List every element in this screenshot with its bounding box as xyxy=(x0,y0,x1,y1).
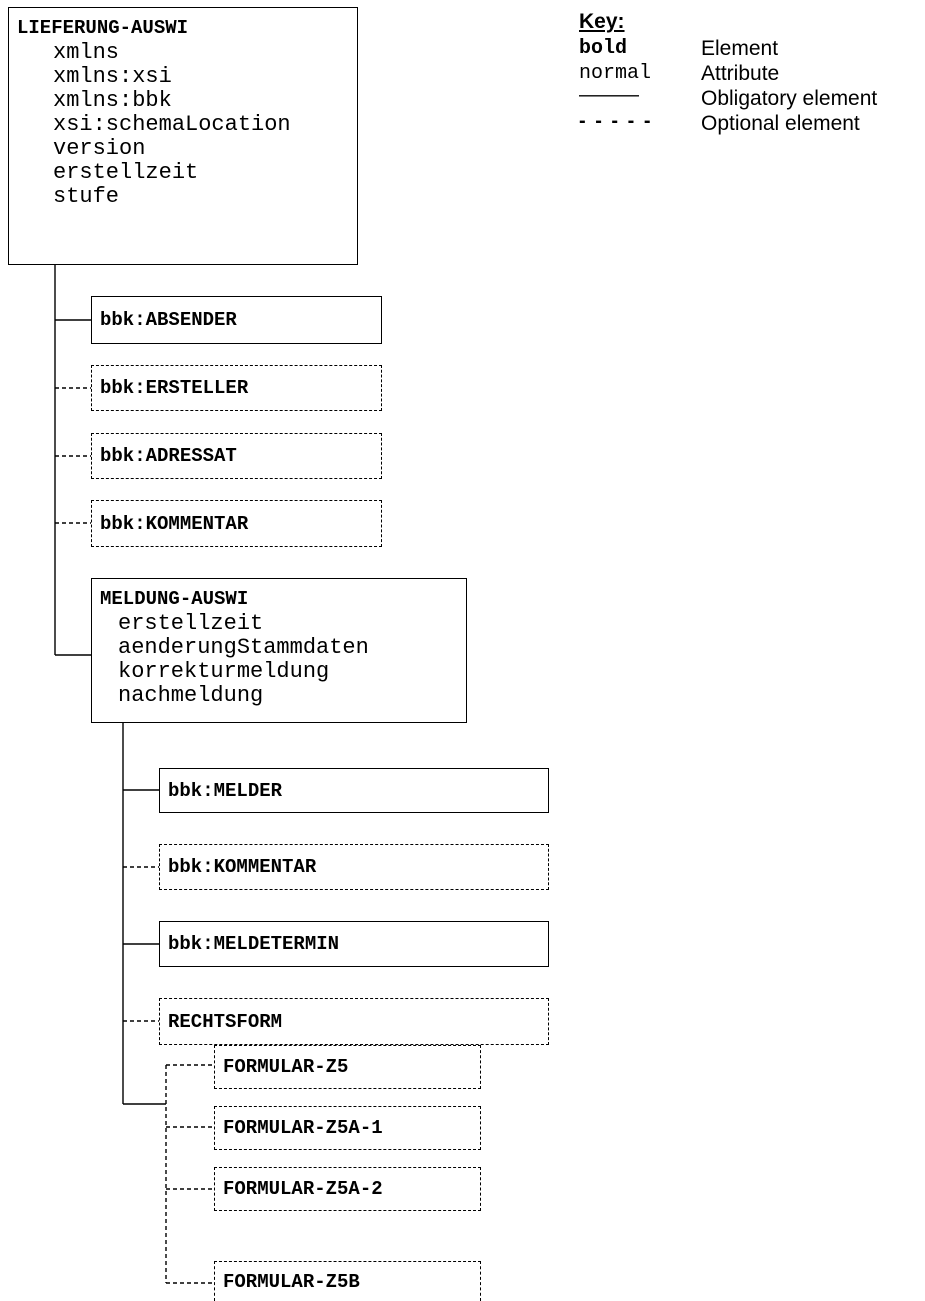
formular-z5-element-name: FORMULAR-Z5 xyxy=(223,1056,349,1078)
formular-z5a-1-element-name: FORMULAR-Z5A-1 xyxy=(223,1117,383,1139)
legend-title: Key: xyxy=(579,10,625,33)
formular-z5-element-box xyxy=(214,1045,481,1089)
root-element-box xyxy=(8,7,358,265)
legend-symbol-dashed-line: - - - - - xyxy=(579,110,653,132)
absender-element-box xyxy=(91,296,382,344)
legend xyxy=(579,10,878,136)
attribute-label: erstellzeit xyxy=(53,160,199,185)
legend-row-element xyxy=(579,36,779,61)
legend-description: Optional element xyxy=(701,112,860,135)
attribute-label: aenderungStammdaten xyxy=(118,635,369,660)
root-element-name: LIEFERUNG-AUSWI xyxy=(17,17,189,39)
ersteller-element-name: bbk:ERSTELLER xyxy=(100,377,249,399)
adressat-element-box xyxy=(91,433,382,479)
root-attribute-list xyxy=(17,41,357,209)
formular-z5b-element-box xyxy=(214,1261,481,1301)
rechtsform-element-box xyxy=(159,998,549,1045)
legend-symbol-normal: normal xyxy=(579,62,652,85)
legend-row-optional xyxy=(579,110,860,136)
legend-description: Obligatory element xyxy=(701,87,878,110)
meldetermin-element-name: bbk:MELDETERMIN xyxy=(168,933,340,955)
legend-row-obligatory xyxy=(579,84,878,111)
absender-element-name: bbk:ABSENDER xyxy=(100,309,237,331)
attribute-label: version xyxy=(53,136,146,161)
legend-description: Element xyxy=(701,37,779,60)
formular-z5a-1-element-box xyxy=(214,1106,481,1150)
kommentar2-element-name: bbk:KOMMENTAR xyxy=(168,856,317,878)
kommentar2-element-box xyxy=(159,844,549,890)
ersteller-element-box xyxy=(91,365,382,411)
attribute-label: xsi:schemaLocation xyxy=(53,112,291,137)
legend-symbol-bold: bold xyxy=(579,37,628,60)
kommentar-element-box xyxy=(91,500,382,547)
kommentar-element-name: bbk:KOMMENTAR xyxy=(100,512,249,535)
meldung-element-name: MELDUNG-AUSWI xyxy=(100,588,249,610)
legend-description: Attribute xyxy=(701,62,780,85)
rechtsform-element-name: RECHTSFORM xyxy=(168,1010,283,1033)
meldung-element-box xyxy=(91,578,467,723)
attribute-label: xmlns xyxy=(53,40,120,65)
formular-z5a-2-element-name: FORMULAR-Z5A-2 xyxy=(223,1178,383,1200)
attribute-label: erstellzeit xyxy=(118,611,264,636)
meldung-attribute-list xyxy=(100,612,466,708)
attribute-label: xmlns:xsi xyxy=(53,64,172,89)
meldetermin-element-box xyxy=(159,921,549,967)
attribute-label: korrekturmeldung xyxy=(118,659,330,684)
attribute-label: nachmeldung xyxy=(118,683,264,708)
attribute-label: xmlns:bbk xyxy=(53,88,172,113)
melder-element-box xyxy=(159,768,549,813)
melder-element-name: bbk:MELDER xyxy=(168,779,283,802)
formular-z5a-2-element-box xyxy=(214,1167,481,1211)
attribute-label: stufe xyxy=(53,184,120,209)
legend-symbol-solid-line: ——— xyxy=(579,84,639,106)
formular-z5b-element-name: FORMULAR-Z5B xyxy=(223,1270,360,1293)
adressat-element-name: bbk:ADRESSAT xyxy=(100,445,237,467)
